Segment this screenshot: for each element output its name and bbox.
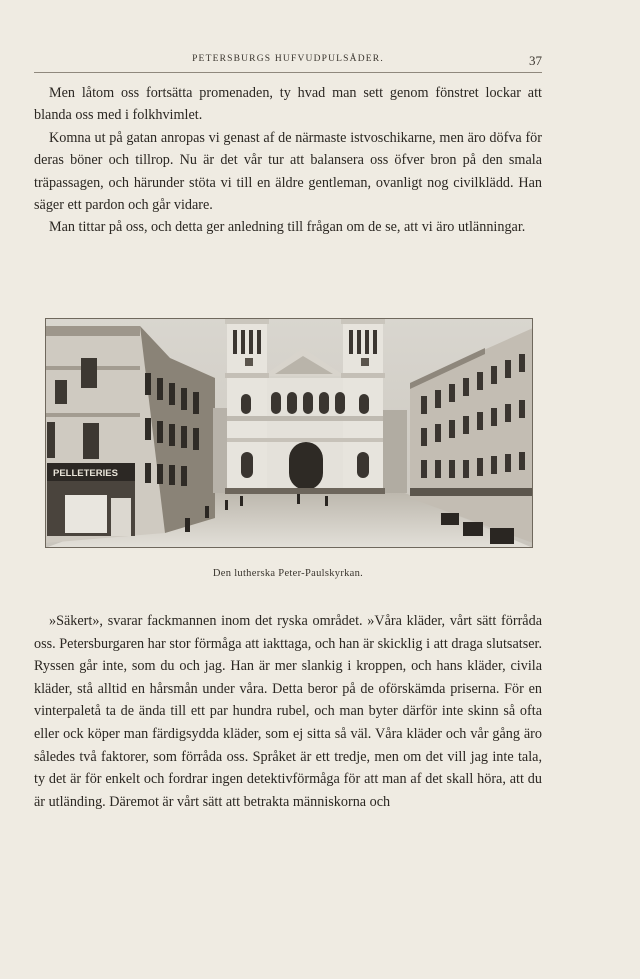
church-photograph [45,318,533,548]
paragraph: Men låtom oss fortsätta promenaden, ty hvad man sett genom fönstret lockar att blanda oss med i folkhvimlet. [34,85,542,124]
shop-sign: PELLETERIES [53,468,118,479]
paragraph: »Säkert», svarar fackmannen inom det ryska området. »Våra kläder, vårt sätt förråda oss. Petersburgaren har stor förmåga att iakttaga, och han är skicklig i att draga slutsatser. Ryssen går inte, som du och jag. Han är mer slankig i kroppen, och hans kläder, civila kläder, stå alltid en hårsmån under våra. Detta beror på de oförskämda priserna. För en vinterpaletå ta de ända till ett par hundra rubel, och man byter därför inte skinn så ofta eller ock köper man färdigsydda kläder, som ej sitta så väl. Våra kläder och vår gång äro således två faktorer, som förråda oss. Språket är ett tredje, men om det vill jag inte tala, ty det är för enkelt och fordrar ingen detektivförmåga för att man af det skall höra, att du är utländing. Däremot är vårt sätt att betrakta människorna och [34,613,542,810]
text-block-top [34,82,542,239]
paragraph: Komna ut på gatan anropas vi genast af de närmaste istvoschikarne, men äro döfva för deras böner och tillrop. Nu är det vår tur att balansera oss öfver bron på den smala träpassagen, och härunder stöta vi till en äldre gentleman, ovanligt nog civilklädd. Han säger ett pardon och går vidare. [34,129,542,214]
figure-caption: Den lutherska Peter-Paulskyrkan. [212,568,364,579]
text-block-bottom [34,610,542,813]
running-title: PETERSBURGS HUFVUDPULSÅDER. [192,54,384,64]
page-number: 37 [529,53,542,68]
running-head [34,52,542,73]
paragraph: Man tittar på oss, och detta ger anledning till frågan om de se, att vi äro utlänningar. [49,219,526,236]
